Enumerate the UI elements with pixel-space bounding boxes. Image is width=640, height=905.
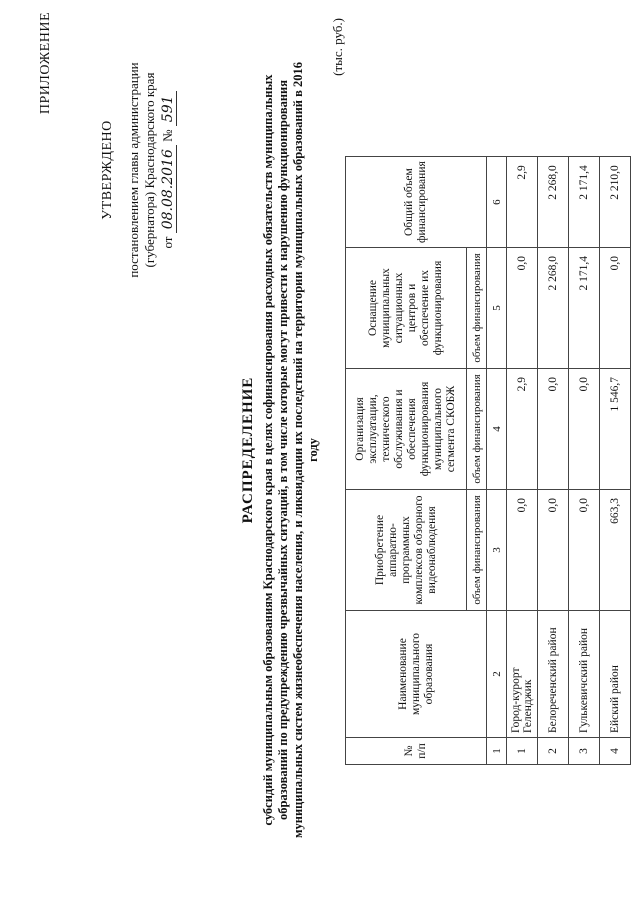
row-col4: 0,0	[569, 369, 600, 490]
header-name: Наименование муниципального образования	[346, 611, 487, 738]
row-col5: 2 171,4	[569, 248, 600, 369]
row-name: Белореченский район	[538, 611, 569, 738]
date-prefix: от	[160, 236, 175, 249]
row-col3: 0,0	[569, 490, 600, 611]
document-title: РАСПРЕДЕЛЕНИЕ	[240, 376, 256, 524]
header-col3: Приобретение аппаратно-программных комплексов обзорного видеонаблюдения	[346, 490, 467, 611]
row-num: 4	[600, 738, 631, 765]
title-block	[240, 55, 321, 845]
approval-block	[38, 12, 176, 300]
subheader-col5: объем финансирования	[467, 248, 487, 369]
column-number: 1	[487, 738, 507, 765]
row-col5: 2 268,0	[538, 248, 569, 369]
header-num: № п/п	[346, 738, 487, 765]
table-header-row	[346, 157, 467, 765]
column-number: 3	[487, 490, 507, 611]
approval-number: 591	[160, 91, 177, 126]
table-row	[507, 157, 538, 765]
row-col4: 0,0	[538, 369, 569, 490]
row-col6: 2 210,0	[600, 157, 631, 248]
row-num: 1	[507, 738, 538, 765]
row-col3: 0,0	[538, 490, 569, 611]
row-num: 3	[569, 738, 600, 765]
approved-label: УТВЕРЖДЕНО	[100, 120, 115, 220]
row-col6: 2,9	[507, 157, 538, 248]
row-name: Ейский район	[600, 611, 631, 738]
row-col3: 663,3	[600, 490, 631, 611]
row-col5: 0,0	[600, 248, 631, 369]
number-prefix: №	[160, 129, 175, 142]
column-number: 4	[487, 369, 507, 490]
row-col4: 1 546,7	[600, 369, 631, 490]
approval-date-line	[160, 40, 176, 300]
appendix-label: ПРИЛОЖЕНИЕ	[38, 12, 53, 115]
row-num: 2	[538, 738, 569, 765]
header-col5: Оснащение муниципальных ситуационных центров и обеспечение их функционирования	[346, 248, 467, 369]
units-label: (тыс. руб.)	[330, 18, 345, 76]
row-col4: 2,9	[507, 369, 538, 490]
approval-line-2: (губернатора) Краснодарского края	[142, 72, 157, 268]
table-row	[600, 157, 631, 765]
subheader-col4: объем финансирования	[467, 369, 487, 490]
column-number: 6	[487, 157, 507, 248]
row-name: Город-курорт Геленджик	[507, 611, 538, 738]
distribution-table	[345, 156, 631, 765]
approval-date: 08.08.2016	[160, 145, 177, 233]
column-number-row	[487, 157, 507, 765]
row-col5: 0,0	[507, 248, 538, 369]
column-number: 2	[487, 611, 507, 738]
header-col4: Организация эксплуатации, технического обслуживания и обеспечения функционирования муниципального сегмента СКОБЖ	[346, 369, 467, 490]
row-col6: 2 268,0	[538, 157, 569, 248]
column-number: 5	[487, 248, 507, 369]
subheader-col3: объем финансирования	[467, 490, 487, 611]
document-subtitle: субсидий муниципальным образованиям Краснодарского края в целях софинансирования расходных обязательств муниципальных образований по предупреждению чрезвычайных ситуаций, в том числе которые могут привести к нарушению функционирования муниципальных систем жизнеобеспечения населения, и ликвидации их последствий на территории муниципальных образований в 2016 году	[261, 62, 320, 838]
table-row	[569, 157, 600, 765]
row-name: Гулькевичский район	[569, 611, 600, 738]
row-col3: 0,0	[507, 490, 538, 611]
approval-line-1: постановлением главы администрации	[126, 62, 141, 278]
header-col6: Общий объем финансирования	[346, 157, 487, 248]
row-col6: 2 171,4	[569, 157, 600, 248]
table-row	[538, 157, 569, 765]
